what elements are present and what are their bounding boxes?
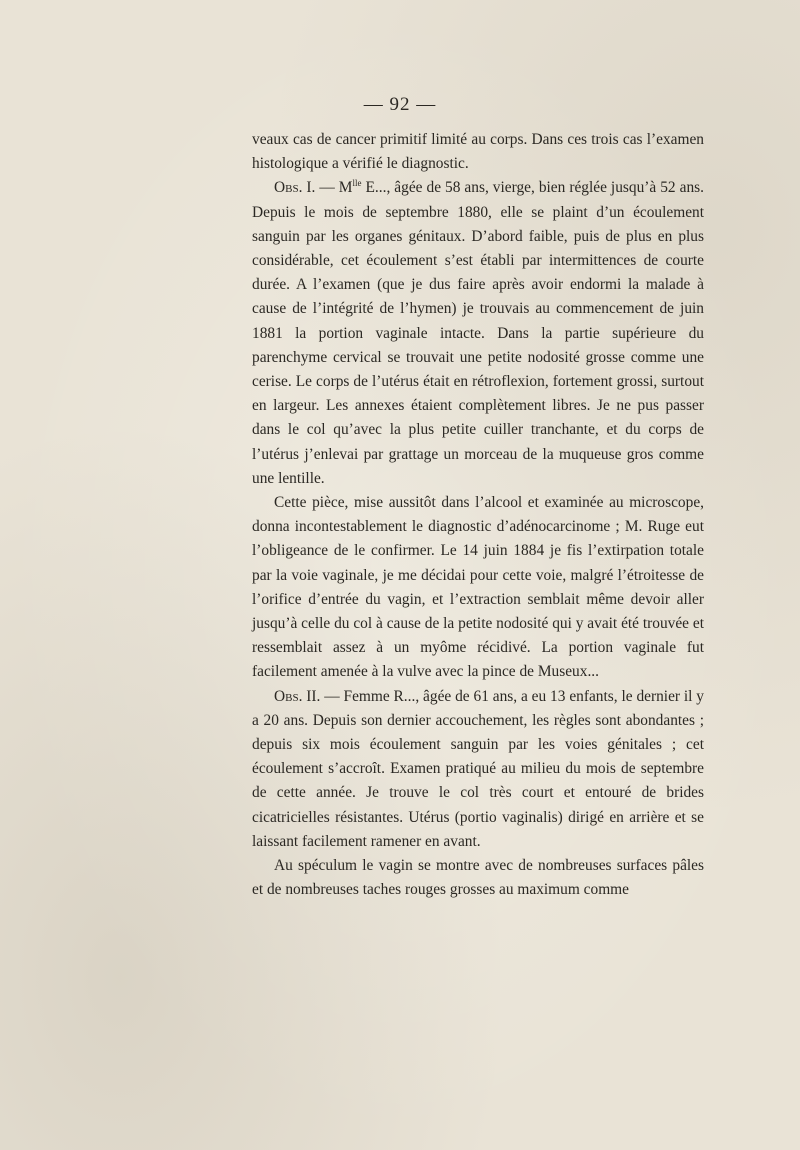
observation-label: Obs. I. — [274, 179, 316, 197]
title-abbreviation: lle — [352, 178, 362, 189]
page-number: — 92 — — [363, 94, 437, 115]
observation-label: Obs. II. — [274, 687, 321, 705]
observation-dash: — M — [315, 179, 353, 197]
paragraph-obs-2 — [252, 685, 704, 854]
paragraph-microscope: Cette pièce, mise aussitôt dans l’alcool et examinée au microscope, donna incontestablement le diagnostic d’adénocarcinome ; M. Ruge eut l’obligeance de le confirmer. Le 14 juin 1884 je fis l’extirpation totale par la voie vaginale, je me décidai pour cette voie, malgré l’étroitesse de l’orifice d’entrée du vagin, et l’extraction semblait même devoir aller jusqu’à celle du col à cause de la petite nodosité qui y avait été trouvée et ressemblait assez à un myôme récidivé. La portion vaginale fut facilement amenée à la vulve avec la pince de Museux... — [252, 494, 704, 681]
observation-text: E..., âgée de 58 ans, vierge, bien réglée jusqu’à 52 ans. Depuis le mois de septembre 1880, elle se plaint d’un écoulement sanguin par les organes génitaux. D’abord faible, puis de plus en plus considérable, cet écoulement s’est établi par intermittences de courte durée. A l’examen (que je dus faire après avoir endormi la malade à cause de l’intégrité de l’hymen) je trouvais au commencement de juin 1881 la portion vaginale intacte. Dans la partie supérieure du parenchyme cervical se trouvait une petite nodosité grosse comme une cerise. Le corps de l’utérus était en rétroflexion, fortement grossi, surtout en largeur. Les annexes étaient complètement libres. Je ne pus passer dans le col qu’avec la plus petite cuiller tranchante, et du corps de l’utérus j’enlevai par grattage un morceau de la muqueuse gros comme une lentille. — [252, 179, 704, 487]
paragraph-obs-1 — [252, 176, 704, 491]
paragraph-continuation: veaux cas de cancer primitif limité au corps. Dans ces trois cas l’examen histologique a vérifié le diagnostic. — [252, 131, 704, 173]
body-text — [252, 128, 704, 903]
observation-text: — Femme R..., âgée de 61 ans, a eu 13 enfants, le dernier il y a 20 ans. Depuis son dernier accouchement, les règles sont abondantes ; depuis six mois écoulement sanguin par les voies génitales ; cet écoulement s’accroît. Examen pratiqué au milieu du mois de septembre de cette année. Je trouve le col très court et entouré de brides cicatricielles résistantes. Utérus (portio vaginalis) dirigé en arrière et se laissant facilement ramener en avant. — [252, 687, 704, 850]
paragraph-speculum: Au spéculum le vagin se montre avec de nombreuses surfaces pâles et de nombreuses taches rouges grosses au maximum comme — [252, 857, 704, 899]
